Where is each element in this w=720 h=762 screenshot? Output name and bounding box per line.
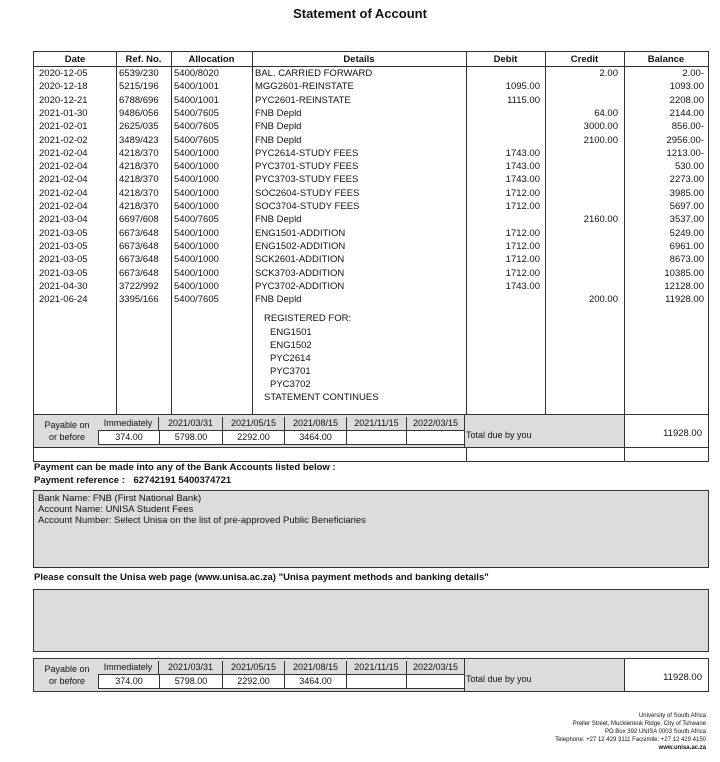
cell-alloc: 5400/1000 — [174, 174, 219, 186]
cell-alloc: 5400/1000 — [174, 227, 219, 239]
cell-balance: 530.00 — [674, 161, 704, 173]
cell-date: 2021-02-04 — [39, 174, 88, 186]
total-due-value: 11928.00 — [663, 428, 702, 439]
cell-date: 2021-03-04 — [39, 214, 88, 226]
payable-amount: 2292.00 — [222, 674, 285, 689]
cell-date: 2021-02-04 — [39, 147, 88, 159]
cell-date: 2020-12-18 — [39, 81, 88, 93]
address-line: PO Box 392 UNISA 0003 South Africa — [604, 729, 706, 735]
cell-balance: 2956.00- — [666, 134, 704, 146]
cell-ref: 6673/648 — [119, 254, 159, 266]
cell-alloc: 5400/7605 — [174, 107, 219, 119]
cell-ref: 5215/196 — [119, 81, 159, 93]
cell-ref: 6673/648 — [119, 240, 159, 252]
total-due-box — [624, 659, 708, 691]
cell-details: FNB Depld — [255, 107, 302, 119]
table-row — [34, 281, 708, 294]
cell-debit: 1712.00 — [505, 187, 540, 199]
total-due-value: 11928.00 — [663, 672, 702, 683]
cell-ref: 4218/370 — [119, 187, 159, 199]
registered-module: PYC3702 — [270, 379, 311, 390]
cell-debit: 1743.00 — [505, 147, 540, 159]
statement-continues: STATEMENT CONTINUES — [264, 392, 379, 403]
cell-date: 2021-01-30 — [39, 107, 88, 119]
cell-details: MGG2601-REINSTATE — [255, 81, 354, 93]
payable-amount: 5798.00 — [159, 674, 223, 689]
cell-date: 2021-03-05 — [39, 240, 88, 252]
table-row — [34, 214, 708, 227]
cell-details: SOC3704-STUDY FEES — [255, 201, 360, 212]
cell-debit: 1712.00 — [505, 201, 540, 212]
cell-credit: 3000.00 — [583, 121, 618, 133]
payable-date: 2021/11/15 — [346, 661, 406, 674]
payable-amount: 5798.00 — [159, 430, 223, 445]
payable-date: 2022/03/15 — [406, 661, 464, 674]
cell-details: ENG1502-ADDITION — [255, 240, 346, 252]
cell-details: FNB Depld — [255, 134, 302, 146]
table-row — [34, 121, 708, 134]
cell-alloc: 5400/7605 — [174, 134, 219, 146]
bank-details-box — [33, 490, 709, 568]
cell-date: 2021-03-05 — [39, 267, 88, 279]
table-row — [34, 294, 708, 307]
address-line: University of South Africa — [638, 713, 706, 719]
table-row — [34, 161, 708, 174]
cell-debit: 1115.00 — [507, 94, 540, 106]
payable-label-line2: or before — [48, 432, 86, 442]
payable-divider — [464, 659, 465, 691]
header-credit: Credit — [570, 54, 599, 65]
cell-details: FNB Depld — [255, 121, 302, 133]
payable-label-line1: Payable on — [44, 664, 90, 674]
cell-balance: 12128.00 — [664, 280, 704, 292]
blank-grey-box — [33, 589, 709, 652]
payable-label — [38, 663, 96, 687]
cell-ref: 2625/035 — [119, 121, 159, 133]
cell-balance: 3985.00 — [669, 187, 704, 199]
cell-debit: 1712.00 — [505, 227, 540, 239]
header-allocation: Allocation — [188, 54, 235, 65]
cell-debit: 1712.00 — [505, 240, 540, 252]
address-line: Telephone: +27 12 429 3111 Facsimile: +27 12 429 4150 — [555, 737, 706, 743]
cell-date: 2021-02-01 — [39, 121, 88, 133]
payable-date: Immediately — [103, 418, 153, 428]
cell-details: PYC3701-STUDY FEES — [255, 161, 359, 173]
cell-details: PYC2614-STUDY FEES — [255, 147, 359, 159]
table-row — [34, 95, 708, 108]
cell-ref: 6539/230 — [119, 68, 159, 79]
cell-date: 2021-04-30 — [39, 280, 88, 292]
address-line: Preller Street, Muckleneuk Ridge, City of Tshwane — [572, 721, 706, 727]
cell-debit: 1743.00 — [505, 174, 540, 186]
registered-module: PYC2614 — [270, 353, 311, 364]
cell-balance: 5249.00 — [669, 227, 704, 239]
cell-details: FNB Depld — [255, 294, 302, 306]
cell-ref: 6788/696 — [119, 94, 159, 106]
cell-date: 2021-02-04 — [39, 201, 88, 212]
table-row — [34, 201, 708, 214]
cell-ref: 6673/648 — [119, 267, 159, 279]
payable-amount — [346, 430, 407, 445]
registered-module: ENG1502 — [270, 340, 312, 351]
cell-alloc: 5400/1000 — [174, 280, 219, 292]
payable-amount: 374.00 — [98, 430, 160, 445]
account-name: Account Name: UNISA Student Fees — [38, 504, 194, 515]
payable-schedule-bottom — [33, 658, 709, 692]
header-balance: Balance — [647, 54, 685, 65]
header-ref: Ref. No. — [125, 54, 162, 65]
cell-credit: 2160.00 — [583, 214, 618, 226]
header-divider — [34, 66, 708, 67]
payable-label-line2: or before — [48, 676, 86, 686]
cell-balance: 3537.00 — [669, 214, 704, 226]
payable-label — [38, 419, 96, 443]
page-title: Statement of Account — [293, 6, 427, 21]
cell-ref: 3489/423 — [119, 134, 159, 146]
cell-ref: 4218/370 — [119, 174, 159, 186]
cell-alloc: 5400/1000 — [174, 267, 219, 279]
cell-date: 2020-12-05 — [39, 68, 88, 79]
cell-alloc: 5400/1000 — [174, 201, 219, 212]
header-debit: Debit — [493, 54, 518, 65]
table-row — [34, 135, 708, 148]
cell-ref: 3722/992 — [119, 280, 159, 292]
cell-details: SOC2604-STUDY FEES — [255, 187, 360, 199]
cell-alloc: 5400/7605 — [174, 214, 219, 226]
payable-amount — [406, 674, 465, 689]
cell-ref: 4218/370 — [119, 201, 159, 212]
university-address — [555, 712, 706, 752]
statement-table — [33, 51, 709, 462]
cell-debit: 1712.00 — [505, 254, 540, 266]
cell-alloc: 5400/7605 — [174, 294, 219, 306]
header-details: Details — [343, 54, 375, 65]
payment-reference — [34, 475, 231, 486]
cell-ref: 6673/648 — [119, 227, 159, 239]
account-number: Account Number: Select Unisa on the list of pre-approved Public Beneficiaries — [38, 515, 366, 526]
cell-date: 2021-02-04 — [39, 187, 88, 199]
cell-alloc: 5400/8020 — [174, 68, 219, 79]
cell-debit: 1743.00 — [505, 161, 540, 173]
registered-module: PYC3701 — [270, 366, 311, 377]
total-due-box — [624, 415, 708, 447]
cell-date: 2021-03-05 — [39, 254, 88, 266]
cell-balance: 856.00- — [671, 121, 704, 133]
cell-balance: 1093.00 — [669, 81, 704, 93]
table-row — [34, 228, 708, 241]
total-due-label: Total due by you — [466, 674, 532, 684]
cell-balance: 2144.00 — [669, 107, 704, 119]
payable-amount — [406, 430, 465, 445]
payable-amount: 374.00 — [98, 674, 160, 689]
cell-balance: 6961.00 — [669, 240, 704, 252]
cell-date: 2020-12-21 — [39, 94, 88, 106]
payable-date: 2021/05/15 — [222, 661, 284, 674]
cell-credit: 64.00 — [594, 107, 618, 119]
payable-amount: 3464.00 — [284, 674, 347, 689]
header-date: Date — [64, 54, 86, 65]
cell-balance: 1213.00- — [666, 147, 704, 159]
payable-amount: 2292.00 — [222, 430, 285, 445]
registered-heading: REGISTERED FOR: — [264, 313, 352, 324]
table-row — [34, 81, 708, 94]
registered-module: ENG1501 — [270, 327, 312, 338]
table-row — [34, 148, 708, 161]
cell-credit: 2.00 — [599, 68, 618, 79]
cell-details: BAL. CARRIED FORWARD — [255, 68, 373, 79]
payable-date: Immediately — [103, 662, 153, 672]
cell-alloc: 5400/1000 — [174, 240, 219, 252]
payable-date: 2021/03/31 — [158, 417, 222, 430]
cell-alloc: 5400/1000 — [174, 161, 219, 173]
cell-details: SCK2601-ADDITION — [255, 254, 345, 266]
cell-details: FNB Depld — [255, 214, 302, 226]
cell-ref: 6697/608 — [119, 214, 159, 226]
cell-details: PYC2601-REINSTATE — [255, 94, 351, 106]
cell-date: 2021-03-05 — [39, 227, 88, 239]
cell-balance: 2.00- — [682, 68, 704, 79]
table-row — [34, 268, 708, 281]
cell-balance: 11928.00 — [665, 294, 704, 306]
payable-amount: 3464.00 — [284, 430, 347, 445]
payable-date: 2021/05/15 — [222, 417, 284, 430]
consult-note: Please consult the Unisa web page (www.unisa.ac.za) "Unisa payment methods and banking details" — [34, 572, 489, 583]
table-row — [34, 68, 708, 81]
table-row — [34, 174, 708, 187]
total-due-label: Total due by you — [466, 430, 532, 440]
cell-alloc: 5400/1001 — [174, 94, 219, 106]
cell-ref: 3395/166 — [119, 294, 159, 306]
payable-divider — [464, 415, 465, 447]
cell-alloc: 5400/7605 — [174, 121, 219, 133]
table-row — [34, 188, 708, 201]
cell-balance: 8673.00 — [669, 254, 704, 266]
cell-alloc: 5400/1000 — [174, 147, 219, 159]
payment-reference-value: 62742191 5400374721 — [133, 475, 232, 486]
table-row — [34, 108, 708, 121]
cell-alloc: 5400/1000 — [174, 187, 219, 199]
cell-balance: 5697.00 — [669, 201, 704, 212]
cell-date: 2021-02-04 — [39, 161, 88, 173]
cell-debit: 1743.00 — [505, 280, 540, 292]
cell-details: SCK3703-ADDITION — [255, 267, 345, 279]
website-link[interactable]: www.unisa.ac.za — [658, 745, 706, 751]
table-row — [34, 241, 708, 254]
cell-debit: 1712.00 — [505, 267, 540, 279]
cell-credit: 2100.00 — [583, 134, 618, 146]
payable-date: 2021/08/15 — [284, 417, 346, 430]
payable-date: 2021/11/15 — [346, 417, 406, 430]
payable-date: 2021/08/15 — [284, 661, 346, 674]
cell-alloc: 5400/1001 — [174, 81, 219, 93]
payment-reference-label: Payment reference : — [34, 475, 125, 486]
cell-date: 2021-06-24 — [39, 294, 88, 306]
bank-name: Bank Name: FNB (First National Bank) — [38, 493, 202, 504]
cell-balance: 10385.00 — [664, 267, 704, 279]
cell-ref: 4218/370 — [119, 147, 159, 159]
cell-details: ENG1501-ADDITION — [255, 227, 346, 239]
payable-schedule-top — [33, 414, 709, 448]
cell-credit: 200.00 — [588, 294, 618, 306]
cell-ref: 4218/370 — [119, 161, 159, 173]
cell-details: PYC3703-STUDY FEES — [255, 174, 359, 186]
payable-amount — [346, 674, 407, 689]
cell-alloc: 5400/1000 — [174, 254, 219, 266]
cell-details: PYC3702-ADDITION — [255, 280, 345, 292]
payable-label-line1: Payable on — [44, 420, 90, 430]
cell-debit: 1095.00 — [505, 81, 540, 93]
cell-date: 2021-02-02 — [39, 134, 88, 146]
cell-balance: 2208.00 — [669, 94, 704, 106]
table-row — [34, 254, 708, 267]
cell-balance: 2273.00 — [669, 174, 704, 186]
payable-date: 2022/03/15 — [406, 417, 464, 430]
cell-ref: 9486/056 — [119, 107, 159, 119]
payment-note: Payment can be made into any of the Bank Accounts listed below : — [34, 462, 336, 473]
payable-date: 2021/03/31 — [158, 661, 222, 674]
